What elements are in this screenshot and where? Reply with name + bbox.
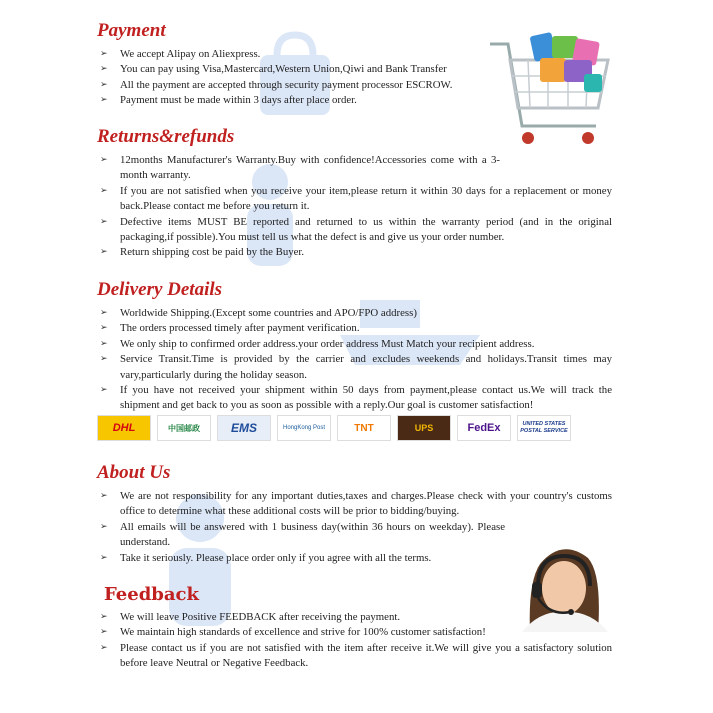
list-item: ➢ You can pay using Visa,Mastercard,Western Union,Qiwi and Bank Transfer <box>100 62 495 77</box>
list-item: ➢ We maintain high standards of excellence and strive for 100% customer satisfaction! <box>100 625 502 640</box>
delivery-title: Delivery Details <box>97 279 223 300</box>
payment-title: Payment <box>97 20 166 41</box>
list-item: ➢ All the payment are accepted through security payment processor ESCROW. <box>100 78 495 93</box>
list-item: ➢ Take it seriously. Please place order only if you agree with all the terms. <box>100 551 612 566</box>
fedex-logo: FedEx <box>457 415 511 441</box>
list-item: ➢ The orders processed timely after payment verification. <box>100 321 612 336</box>
list-item: ➢ Please contact us if you are not satisfied with the item after receive it.We will give you a satisfactory solution before leave Neutral or Negative Feedback. <box>100 641 612 672</box>
list-item: ➢ Return shipping cost be paid by the Buyer. <box>100 245 612 260</box>
list-item: ➢ All emails will be answered with 1 business day(within 36 hours on weekday). Please understand. <box>100 520 505 551</box>
feedback-list <box>100 610 612 672</box>
hongkong-post-logo: HongKong Post <box>277 415 331 441</box>
list-item: ➢ Worldwide Shipping.(Except some countries and APO/FPO address) <box>100 306 612 321</box>
feedback-title: Feedback <box>104 584 199 605</box>
returns-list <box>100 153 612 261</box>
shopping-cart-icon <box>488 30 614 158</box>
list-item: ➢ 12months Manufacturer's Warranty.Buy with confidence!Accessories come with a 3-month warranty. <box>100 153 500 184</box>
list-item: ➢ Service Transit.Time is provided by the carrier and excludes weekends and holidays.Transit times may vary,particularly during the holiday season. <box>100 352 612 383</box>
usps-logo: UNITED STATES POSTAL SERVICE <box>517 415 571 441</box>
list-item: ➢ Defective items MUST BE reported and returned to us within the warranty period (and in the original packaging,if possible).You must tell us what the defect is and give us your order number. <box>100 215 612 246</box>
ems-logo: EMS <box>217 415 271 441</box>
dhl-logo: DHL <box>97 415 151 441</box>
payment-list <box>100 47 495 109</box>
list-item: ➢ We accept Alipay on Aliexpress. <box>100 47 495 62</box>
returns-title: Returns&refunds <box>97 126 235 147</box>
tnt-logo: TNT <box>337 415 391 441</box>
about-title: About Us <box>97 462 171 483</box>
list-item: ➢ If you are not satisfied when you receive your item,please return it within 30 days for a replacement or money back.Please contact me before you return it. <box>100 184 612 215</box>
ups-logo: UPS <box>397 415 451 441</box>
list-item: ➢ We are not responsibility for any important duties,taxes and charges.Please check with your country's customs office to determine what these additional costs will be prior to bidding/buying. <box>100 489 612 520</box>
list-item: ➢ We will leave Positive FEEDBACK after receiving the payment. <box>100 610 612 625</box>
list-item: ➢ Payment must be made within 3 days after place order. <box>100 93 495 108</box>
delivery-list <box>100 306 612 414</box>
list-item: ➢ We only ship to confirmed order address.your order address Must Match your recipient address. <box>100 337 612 352</box>
list-item: ➢ If you have not received your shipment within 50 days from payment,please contact us.We will track the shipment and get back to you as soon as possible with a reply.Our goal is customer satisfaction! <box>100 383 612 414</box>
carrier-logos <box>97 415 571 441</box>
china-post-logo: 中国邮政 <box>157 415 211 441</box>
